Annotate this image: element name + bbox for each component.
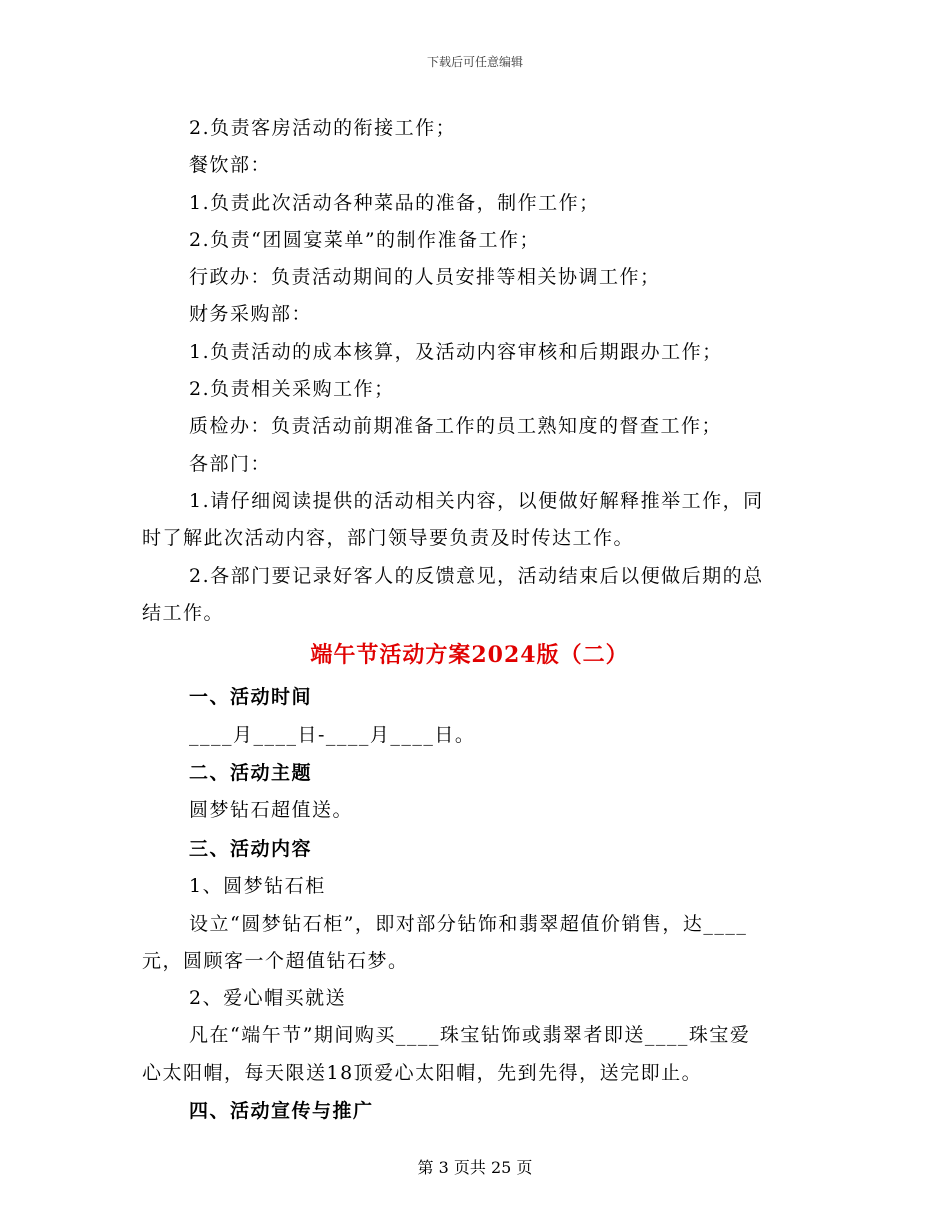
paragraph-line: 设立“圆梦钻石柜”，即对部分钻饰和翡翠超值价销售，达____ — [189, 912, 748, 935]
paragraph-line: 2.负责相关采购工作； — [189, 378, 395, 401]
paragraph-line: 1.负责此次活动各种菜品的准备，制作工作； — [189, 191, 600, 214]
paragraph-line: 2.负责“团圆宴菜单”的制作准备工作； — [189, 228, 541, 251]
paragraph-line: 2.负责客房活动的衔接工作； — [189, 117, 457, 139]
section-departments — [142, 110, 797, 632]
paragraph-line: 圆梦钻石超值送。 — [189, 799, 354, 822]
paragraph-line: 凡在“端午节”期间购买____珠宝钻饰或翡翠者即送____珠宝爱 — [189, 1024, 751, 1047]
paragraph-line: 1.负责活动的成本核算，及活动内容审核和后期跟办工作； — [189, 340, 723, 363]
section-heading: 二、活动主题 — [189, 761, 313, 784]
paragraph-line: 1.请仔细阅读提供的活动相关内容，以便做好解释推举工作，同 — [189, 489, 764, 512]
paragraph-line: 财务采购部： — [189, 303, 313, 326]
section-heading: 一、活动时间 — [189, 686, 313, 709]
paragraph-line: 质检办：负责活动前期准备工作的员工熟知度的督查工作； — [189, 415, 723, 438]
paragraph-line: 时了解此次活动内容，部门领导要负责及时传达工作。 — [142, 527, 635, 550]
section-heading: 三、活动内容 — [189, 837, 313, 860]
paragraph-line: 1、圆梦钻石柜 — [189, 875, 326, 898]
document-title: 端午节活动方案2024版（二） — [310, 642, 629, 669]
page-header: 下载后可任意编辑 — [426, 55, 523, 69]
paragraph-line: 心太阳帽，每天限送18顶爱心太阳帽，先到先得，送完即止。 — [142, 1061, 703, 1084]
section-plan — [142, 678, 797, 1130]
paragraph-line: 餐饮部： — [189, 154, 272, 177]
paragraph-line: 元，圆顾客一个超值钻石梦。 — [142, 949, 409, 972]
section-heading: 四、活动宣传与推广 — [189, 1100, 374, 1123]
paragraph-line: 行政办：负责活动期间的人员安排等相关协调工作； — [189, 266, 661, 289]
paragraph-line: ____月____日-____月____日。 — [189, 723, 476, 746]
paragraph-line: 结工作。 — [142, 601, 225, 624]
document-body — [142, 110, 797, 1131]
page-footer: 第 3 页共 25 页 — [417, 1158, 533, 1177]
paragraph-line: 各部门： — [189, 452, 272, 475]
paragraph-line: 2、爱心帽买就送 — [189, 987, 347, 1010]
paragraph-line: 2.各部门要记录好客人的反馈意见，活动结束后以便做后期的总 — [189, 564, 764, 587]
